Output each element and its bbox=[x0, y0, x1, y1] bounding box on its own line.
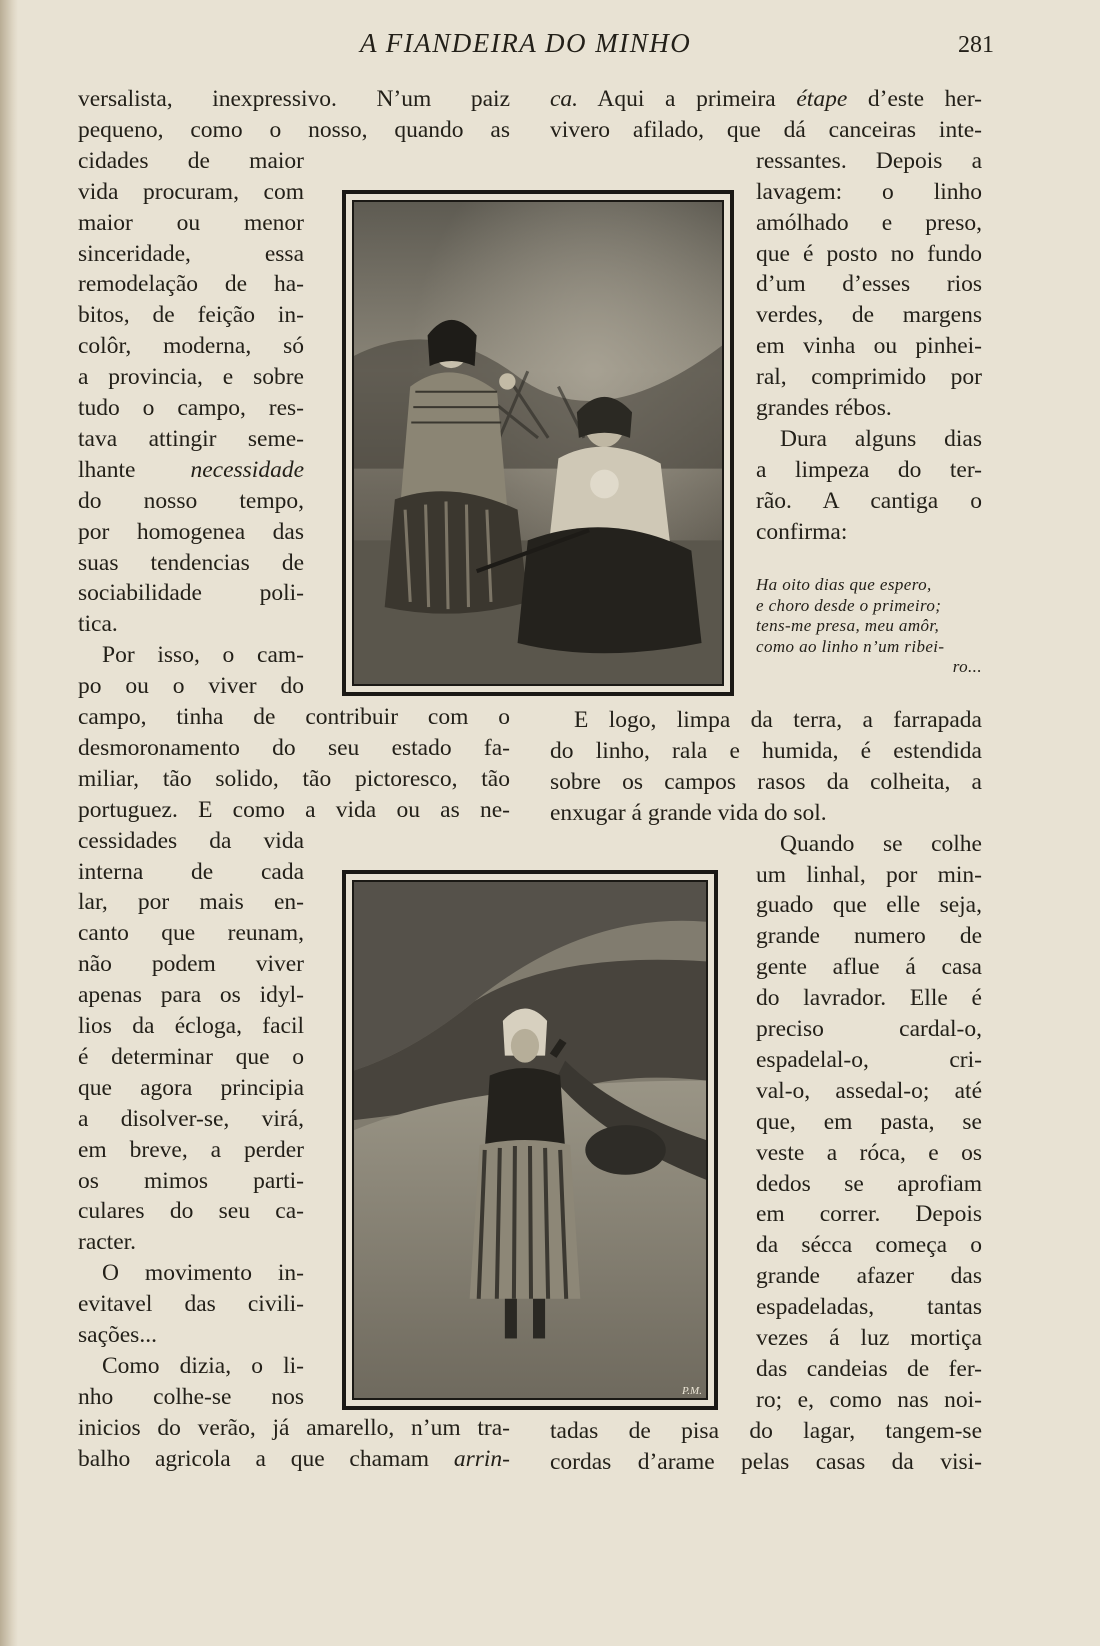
line-text: veste a róca, e os bbox=[756, 1139, 982, 1166]
left-text-line bbox=[78, 608, 304, 640]
right-text-line bbox=[756, 1260, 982, 1292]
left-text-line bbox=[78, 1010, 304, 1042]
page-number: 281 bbox=[958, 32, 994, 58]
girl-face bbox=[511, 1029, 539, 1063]
right-text-line bbox=[756, 1322, 982, 1354]
right-text-line bbox=[756, 454, 982, 486]
right-text-line bbox=[550, 1446, 982, 1478]
two-spinners-photo bbox=[342, 190, 734, 696]
right-text-line bbox=[756, 485, 982, 517]
line-text: pequeno, como o nosso, quando as bbox=[78, 116, 510, 143]
right-text-line bbox=[780, 828, 982, 860]
line-text: confirma: bbox=[756, 518, 848, 545]
left-text-line bbox=[78, 145, 304, 177]
right-text-line bbox=[756, 859, 982, 891]
line-italic-text: ca. bbox=[550, 86, 579, 112]
line-text: lar, por mais en- bbox=[78, 889, 304, 916]
photo-signature-mark: P.M. bbox=[682, 1385, 702, 1397]
left-text-line bbox=[78, 1072, 304, 1104]
line-text: nho colhe-se nos bbox=[78, 1383, 304, 1410]
line-text: do nosso tempo, bbox=[78, 487, 304, 514]
line-text: sações... bbox=[78, 1322, 157, 1348]
right-text-line bbox=[756, 392, 982, 424]
girl-on-road-image bbox=[354, 882, 706, 1398]
left-text-line bbox=[78, 423, 304, 455]
right-text-line bbox=[756, 596, 982, 616]
line-text: ral, comprimido por bbox=[756, 364, 982, 391]
line-text: ressantes. Depois a bbox=[756, 147, 982, 174]
left-text-line bbox=[78, 670, 304, 702]
line-text: do lavrador. Elle é bbox=[756, 985, 982, 1012]
line-text: inicios do verão, já amarello, n’um tra- bbox=[78, 1414, 510, 1441]
left-woman-shawl bbox=[400, 372, 507, 509]
line-text: que é posto no fundo bbox=[756, 240, 982, 267]
right-text-line bbox=[550, 114, 982, 146]
right-text-line bbox=[756, 176, 982, 208]
line-text: amólhado e preso, bbox=[756, 209, 982, 236]
line-text: E logo, limpa da terra, a farrapada bbox=[574, 707, 982, 733]
right-text-line bbox=[756, 299, 982, 331]
line-text: sinceridade, essa bbox=[78, 240, 304, 267]
left-text-line bbox=[78, 886, 304, 918]
line-text: d’um d’esses rios bbox=[756, 271, 982, 298]
page-binding-edge bbox=[0, 0, 18, 1646]
line-text: tadas de pisa do lagar, tangem-se bbox=[550, 1417, 982, 1444]
line-text: sobre os campos rasos da colheita, a bbox=[550, 768, 982, 795]
line-text: vivero afilado, que dá canceiras inte- bbox=[550, 116, 982, 143]
line-text: Como dizia, o li- bbox=[102, 1352, 304, 1379]
right-text-line bbox=[756, 207, 982, 239]
right-text-line bbox=[756, 1044, 982, 1076]
right-text-line bbox=[550, 766, 982, 798]
line-text: Por isso, o cam- bbox=[102, 642, 304, 669]
line-text: desmoronamento do seu estado fa- bbox=[78, 734, 510, 761]
line-text: da sécca começa o bbox=[756, 1232, 982, 1259]
left-text-line bbox=[78, 763, 510, 795]
line-text: bitos, de feição in- bbox=[78, 302, 304, 329]
line-text: a disolver-se, virá, bbox=[78, 1105, 304, 1132]
left-text-line bbox=[78, 794, 510, 826]
line-text: dedos se aprofiam bbox=[756, 1170, 982, 1197]
right-text-line bbox=[756, 1013, 982, 1045]
right-text-line bbox=[756, 238, 982, 270]
line-text: espadeladas, tantas bbox=[756, 1294, 982, 1321]
line-text: das candeias de fer- bbox=[756, 1355, 982, 1382]
girl-jacket bbox=[485, 1068, 565, 1150]
left-text-line bbox=[78, 1319, 304, 1351]
left-text-line bbox=[78, 979, 304, 1011]
left-text-line bbox=[78, 1412, 510, 1444]
right-text-line bbox=[756, 361, 982, 393]
line-text: um linhal, por min- bbox=[756, 861, 982, 888]
line-text: é determinar que o bbox=[78, 1043, 304, 1070]
line-text: os mimos parti- bbox=[78, 1167, 304, 1194]
line-italic-text: arrin- bbox=[453, 1445, 510, 1472]
photo-inner-frame-2 bbox=[352, 880, 708, 1400]
line-text: ro... bbox=[952, 657, 982, 676]
right-text-line bbox=[550, 1415, 982, 1447]
line-text: O movimento in- bbox=[102, 1260, 304, 1287]
line-text: a limpeza do ter- bbox=[756, 456, 982, 483]
line-text: tava attingir seme- bbox=[78, 425, 304, 452]
two-spinners-image bbox=[354, 202, 722, 684]
right-text-line bbox=[756, 145, 982, 177]
left-text-line bbox=[78, 701, 510, 733]
line-text: lavagem: o linho bbox=[756, 178, 982, 205]
right-text-line bbox=[756, 1168, 982, 1200]
right-text-line bbox=[756, 516, 982, 548]
right-text-line bbox=[756, 1353, 982, 1385]
left-text-line bbox=[78, 547, 304, 579]
line-text: po ou o viver do bbox=[78, 673, 304, 700]
left-text-line bbox=[78, 1195, 304, 1227]
right-text-line bbox=[756, 982, 982, 1014]
left-text-line bbox=[78, 330, 304, 362]
right-text-line bbox=[756, 920, 982, 952]
line-text: a provincia, e sobre bbox=[78, 364, 304, 391]
line-text: balho agricola a que chamam bbox=[78, 1445, 454, 1472]
left-text-line bbox=[78, 825, 304, 857]
left-text-line bbox=[78, 577, 304, 609]
line-text: Dura alguns dias bbox=[780, 425, 982, 452]
right-text-line bbox=[756, 637, 982, 657]
left-text-line bbox=[78, 1103, 304, 1135]
line-text: canto que reunam, bbox=[78, 920, 304, 947]
left-text-line bbox=[78, 1443, 510, 1475]
line-text: espadelal-o, cri- bbox=[756, 1046, 982, 1073]
line-text: vida procuram, com bbox=[78, 178, 304, 205]
line-text: Ha oito dias que espero, bbox=[756, 575, 932, 594]
line-text: portuguez. E como a vida ou as ne- bbox=[78, 796, 510, 823]
line-text: lios da écloga, facil bbox=[78, 1013, 304, 1039]
line-text: apenas para os idyl- bbox=[78, 982, 304, 1009]
line-italic-text: necessidade bbox=[190, 456, 304, 483]
line-text: lhante bbox=[78, 456, 191, 483]
left-text-line bbox=[78, 1381, 304, 1413]
right-text-line bbox=[550, 797, 982, 829]
line-text: por homogenea das bbox=[78, 518, 304, 545]
line-text: sociabilidade poli- bbox=[78, 580, 304, 607]
right-text-line bbox=[756, 268, 982, 300]
line-text: gente aflue á casa bbox=[756, 954, 982, 981]
line-text: cordas d’arame pelas casas da visi- bbox=[550, 1448, 982, 1475]
line-text: tica. bbox=[78, 611, 118, 638]
line-text: tudo o campo, res- bbox=[78, 395, 304, 421]
line-text: campo, tinha de contribuir com o bbox=[78, 704, 510, 730]
line-text-tail: Aqui a primeira bbox=[578, 86, 797, 112]
line-text: verdes, de margens bbox=[756, 302, 982, 329]
right-text-line bbox=[550, 735, 982, 767]
line-text: não podem viver bbox=[78, 951, 304, 978]
line-text: colôr, moderna, só bbox=[78, 333, 304, 360]
line-text: cidades de maior bbox=[78, 147, 304, 174]
left-text-line bbox=[78, 114, 510, 146]
left-text-line bbox=[78, 1226, 304, 1258]
left-text-line bbox=[102, 1350, 304, 1382]
line-text: maior ou menor bbox=[78, 209, 304, 236]
line-text: Quando se colhe bbox=[780, 830, 982, 857]
running-header-title: A FIANDEIRA DO MINHO bbox=[360, 28, 692, 58]
right-text-line bbox=[756, 1229, 982, 1261]
line-text: cessidades da vida bbox=[78, 827, 304, 854]
left-text-line bbox=[78, 176, 304, 208]
line-text: grande afazer das bbox=[756, 1263, 982, 1290]
left-text-line bbox=[102, 1257, 304, 1289]
left-text-line bbox=[78, 268, 304, 300]
left-text-line bbox=[78, 1288, 304, 1320]
right-text-line bbox=[756, 951, 982, 983]
line-text: que, em pasta, se bbox=[756, 1108, 982, 1135]
left-text-line bbox=[78, 454, 304, 486]
right-text-line bbox=[550, 83, 982, 115]
line-text: interna de cada bbox=[78, 858, 304, 885]
line-text: grandes rébos. bbox=[756, 395, 892, 421]
left-text-line bbox=[102, 639, 304, 671]
right-text-line bbox=[574, 704, 982, 736]
girl-spinning-on-road-photo bbox=[342, 870, 718, 1410]
right-text-line bbox=[756, 616, 982, 636]
photo-inner-frame bbox=[352, 200, 724, 686]
line-text: do linho, rala e humida, é estendida bbox=[550, 737, 982, 764]
line-text: versalista, inexpressivo. N’um paiz bbox=[78, 86, 510, 112]
line-text: miliar, tão solido, tão pictoresco, tão bbox=[78, 765, 510, 792]
right-text-line bbox=[756, 575, 982, 595]
line-text: tens-me presa, meu amôr, bbox=[756, 616, 940, 635]
right-text-line bbox=[756, 1384, 982, 1416]
line-text: ro; e, como nas noi- bbox=[756, 1386, 982, 1413]
line-text: vezes á luz mortiça bbox=[756, 1325, 982, 1351]
line-text: como ao linho n’um ribei- bbox=[756, 636, 945, 656]
right-text-line bbox=[756, 1198, 982, 1230]
line-italic-text: étape bbox=[796, 86, 848, 112]
right-text-line bbox=[780, 423, 982, 455]
line-text: que agora principia bbox=[78, 1074, 304, 1101]
line-text: guado que elle seja, bbox=[756, 892, 982, 919]
left-text-line bbox=[78, 917, 304, 949]
line-text: em correr. Depois bbox=[756, 1201, 982, 1228]
left-text-line bbox=[78, 299, 304, 331]
left-text-line bbox=[78, 207, 304, 239]
right-text-line bbox=[756, 330, 982, 362]
left-text-line bbox=[78, 1134, 304, 1166]
line-text: e choro desde o primeiro; bbox=[756, 595, 942, 615]
line-text: enxugar á grande vida do sol. bbox=[550, 799, 827, 826]
left-text-line bbox=[78, 1165, 304, 1197]
right-text-line bbox=[756, 1291, 982, 1323]
right-text-line bbox=[756, 889, 982, 921]
left-text-line bbox=[78, 856, 304, 888]
line-text: racter. bbox=[78, 1229, 137, 1256]
line-text: em vinha ou pinhei- bbox=[756, 333, 982, 360]
right-text-line bbox=[756, 657, 982, 677]
left-text-line bbox=[78, 392, 304, 424]
line-text: evitavel das civili- bbox=[78, 1291, 304, 1318]
left-text-line bbox=[78, 1041, 304, 1073]
right-text-line bbox=[756, 1075, 982, 1107]
left-text-line bbox=[78, 732, 510, 764]
line-text-tail: d’este her- bbox=[847, 86, 982, 112]
line-text: grande numero de bbox=[756, 923, 982, 950]
line-text: culares do seu ca- bbox=[78, 1198, 304, 1225]
right-text-line bbox=[756, 1137, 982, 1169]
left-text-line bbox=[78, 83, 510, 115]
line-text: preciso cardal-o, bbox=[756, 1016, 982, 1042]
line-text: em breve, a perder bbox=[78, 1136, 304, 1163]
right-text-line bbox=[756, 1106, 982, 1138]
left-text-line bbox=[78, 238, 304, 270]
left-text-line bbox=[78, 485, 304, 517]
line-text: val-o, assedal-o; até bbox=[756, 1077, 982, 1104]
line-text: remodelação de ha- bbox=[78, 271, 304, 298]
line-text: suas tendencias de bbox=[78, 549, 304, 576]
line-text: rão. A cantiga o bbox=[756, 487, 982, 514]
left-text-line bbox=[78, 361, 304, 393]
left-text-line bbox=[78, 948, 304, 980]
left-text-line bbox=[78, 516, 304, 548]
